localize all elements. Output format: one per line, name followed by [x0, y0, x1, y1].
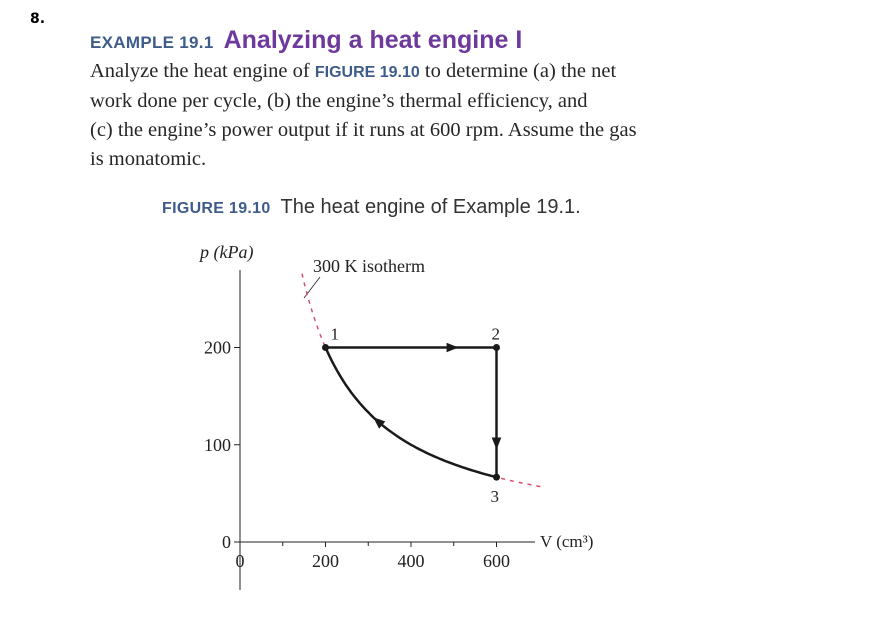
isotherm-annotation: 300 K isotherm	[313, 256, 425, 276]
state-label-3: 3	[490, 487, 499, 507]
x-axis-label: V (cm³)	[540, 532, 594, 551]
figure-reference: FIGURE 19.10	[314, 64, 420, 81]
y-tick-label: 100	[204, 434, 231, 455]
x-ticks	[236, 542, 511, 571]
figure-caption-text: The heat engine of Example 19.1.	[280, 196, 581, 218]
x-tick-label: 0	[235, 551, 245, 571]
y-axis-label: p (kPa)	[200, 242, 254, 262]
x-tick-label: 600	[483, 551, 510, 571]
body-line-1-text: Analyze the heat engine of	[90, 60, 315, 82]
state-point-1	[322, 344, 329, 351]
x-tick-label: 200	[312, 551, 339, 571]
state-label-2: 2	[491, 324, 500, 344]
example-title: Analyzing a heat engine I	[223, 26, 523, 54]
process-3-1-curve	[326, 348, 497, 478]
body-line-1-rest: to determine (a) the net	[419, 60, 617, 82]
body-line-3: (c) the engine’s power output if it runs at 600 rpm. Assume the gas	[90, 119, 637, 141]
isotherm-curve	[302, 274, 544, 488]
state-label-1: 1	[330, 324, 339, 344]
example-label: EXAMPLE 19.1	[90, 33, 214, 52]
figure-label: FIGURE 19.10	[162, 200, 271, 217]
isotherm-leader-line	[304, 277, 320, 298]
body-line-4: is monatomic.	[90, 148, 207, 170]
state-point-2	[493, 344, 500, 351]
y-ticks	[204, 338, 240, 553]
y-tick-label: 200	[204, 337, 231, 358]
y-tick-label: 0	[222, 532, 231, 552]
question-number: 8.	[30, 11, 46, 27]
body-line-2: work done per cycle, (b) the engine’s thermal efficiency, and	[90, 90, 588, 112]
x-tick-label: 400	[397, 551, 425, 571]
state-point-3	[493, 474, 500, 481]
